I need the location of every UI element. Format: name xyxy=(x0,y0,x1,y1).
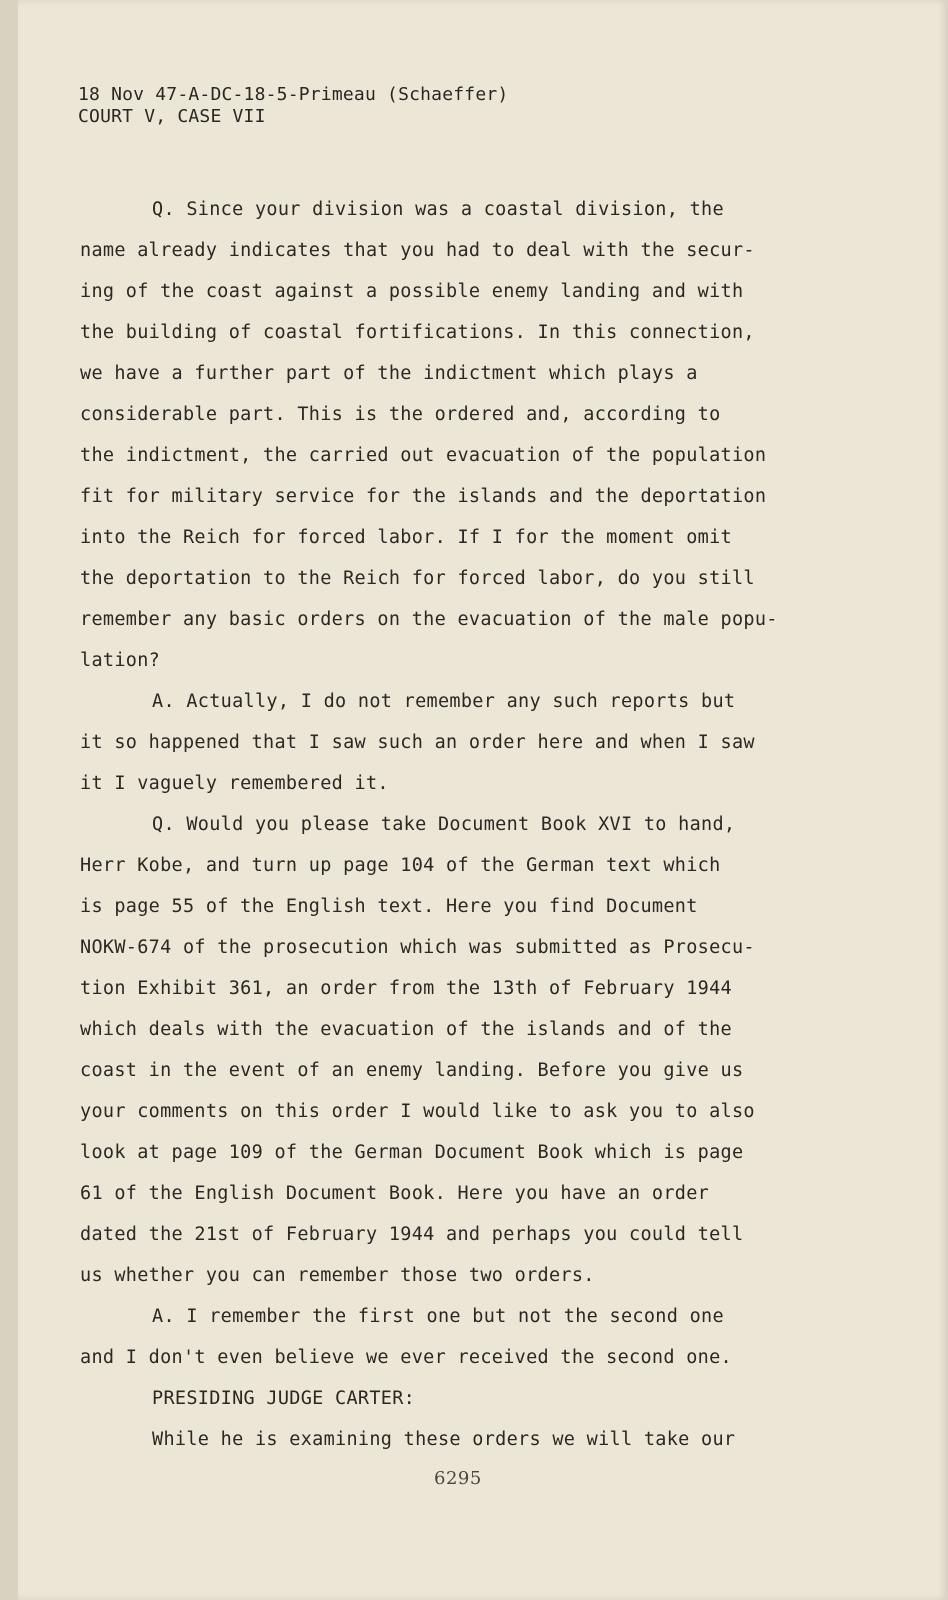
text-line: Q. Since your division was a coastal division, the xyxy=(152,199,724,220)
text-line: us whether you can remember those two orders. xyxy=(80,1265,595,1286)
text-line: the deportation to the Reich for forced labor, do you still xyxy=(80,568,755,589)
text-line: your comments on this order I would like to ask you to also xyxy=(80,1101,755,1122)
text-line: considerable part. This is the ordered and, according to xyxy=(80,404,721,425)
text-line: While he is examining these orders we will take our xyxy=(152,1429,736,1450)
page-number: 6295 xyxy=(434,1468,482,1489)
text-line: name already indicates that you had to deal with the secur- xyxy=(80,240,755,261)
text-line: it so happened that I saw such an order here and when I saw xyxy=(80,732,755,753)
text-line: NOKW-674 of the prosecution which was submitted as Prosecu- xyxy=(80,937,755,958)
text-line: dated the 21st of February 1944 and perhaps you could tell xyxy=(80,1224,744,1245)
text-line: the building of coastal fortifications. In this connection, xyxy=(80,322,755,343)
text-line: Q. Would you please take Document Book XVI to hand, xyxy=(152,814,736,835)
header-reference: 18 Nov 47-A-DC-18-5-Primeau (Schaeffer) xyxy=(78,84,509,105)
text-line: we have a further part of the indictment which plays a xyxy=(80,363,698,384)
text-line: lation? xyxy=(80,650,161,671)
text-line: tion Exhibit 361, an order from the 13th of February 1944 xyxy=(80,978,732,999)
document-page xyxy=(18,0,948,1600)
document-header xyxy=(78,84,508,128)
header-court-case: COURT V, CASE VII xyxy=(78,106,266,127)
text-line: it I vaguely remembered it. xyxy=(80,773,389,794)
text-line: the indictment, the carried out evacuation of the population xyxy=(80,445,767,466)
text-line: which deals with the evacuation of the islands and of the xyxy=(80,1019,732,1040)
text-line: A. Actually, I do not remember any such reports but xyxy=(152,691,736,712)
text-line: Herr Kobe, and turn up page 104 of the German text which xyxy=(80,855,721,876)
text-line: remember any basic orders on the evacuation of the male popu- xyxy=(80,609,778,630)
speaker-label: PRESIDING JUDGE CARTER: xyxy=(152,1388,416,1409)
text-line: look at page 109 of the German Document Book which is page xyxy=(80,1142,744,1163)
text-line: A. I remember the first one but not the second one xyxy=(152,1306,724,1327)
text-line: ing of the coast against a possible enemy landing and with xyxy=(80,281,744,302)
text-line: into the Reich for forced labor. If I for the moment omit xyxy=(80,527,732,548)
text-line: and I don't even believe we ever received the second one. xyxy=(80,1347,732,1368)
text-line: fit for military service for the islands and the deportation xyxy=(80,486,767,507)
text-line: coast in the event of an enemy landing. Before you give us xyxy=(80,1060,744,1081)
text-line: is page 55 of the English text. Here you find Document xyxy=(80,896,698,917)
text-line: 61 of the English Document Book. Here you have an order xyxy=(80,1183,710,1204)
